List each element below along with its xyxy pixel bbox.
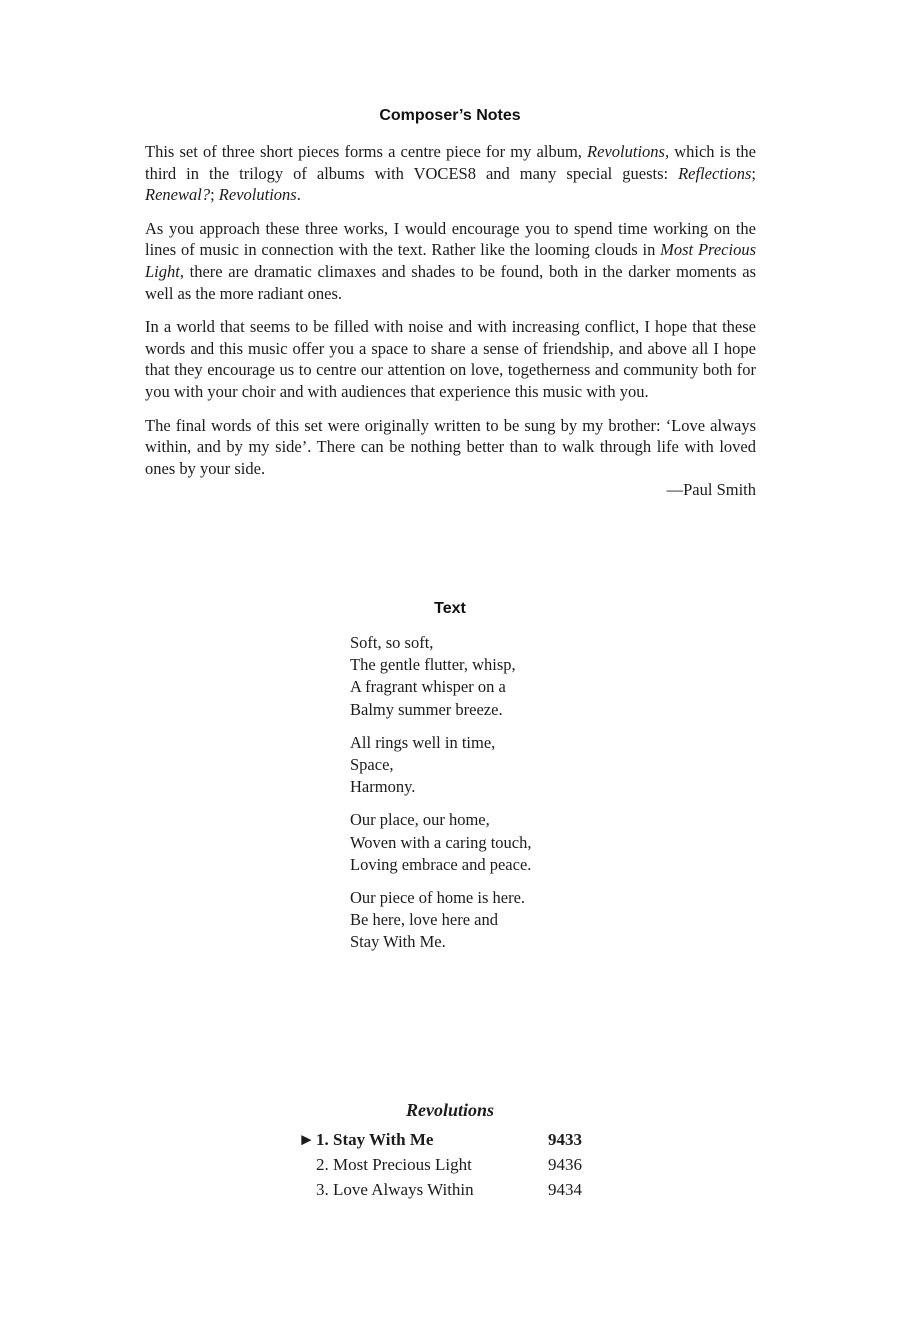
stanza xyxy=(350,732,670,799)
album-title: Revolutions xyxy=(405,1100,494,1120)
composers-notes-heading: Composer’s Notes xyxy=(379,107,521,124)
track-code: 9434 xyxy=(548,1180,582,1199)
notes-paragraph-3: In a world that seems to be filled with noise and with increasing conflict, I hope that these words and this music offer you a space to share a sense of friendship, and above all I hope that they encourage us to centre our attention on love, togetherness and community both for you with your choir and with audiences that experience this music with you. xyxy=(145,317,756,401)
poem-line: Balmy summer breeze. xyxy=(350,699,503,719)
poem-line: The gentle flutter, whisp, xyxy=(350,655,516,675)
track-row xyxy=(0,1177,900,1202)
poem-line: Our piece of home is here. xyxy=(350,888,526,908)
poem-line: Be here, love here and xyxy=(350,910,498,930)
track-row xyxy=(0,1152,900,1177)
poem-line: A fragrant whisper on a xyxy=(350,677,506,697)
poem-line: Soft, so soft, xyxy=(350,633,434,652)
poem-line: Woven with a caring touch, xyxy=(350,832,532,852)
stanza xyxy=(350,887,670,954)
poem-line: Space, xyxy=(350,755,394,775)
current-track-arrow-icon: ► xyxy=(298,1130,315,1149)
text-heading: Text xyxy=(434,600,466,617)
composers-notes xyxy=(145,141,756,501)
stanza xyxy=(350,632,670,721)
poem-line: Loving embrace and peace. xyxy=(350,854,532,874)
track-row-current xyxy=(0,1127,900,1152)
poem-line: All rings well in time, xyxy=(350,732,496,752)
track-code: 9433 xyxy=(548,1130,582,1149)
poem-line: Our place, our home, xyxy=(350,810,490,830)
notes-paragraph-1: This set of three short pieces forms a centre piece for my album, Revolutions, which is the third in the trilogy of albums with VOCES8 and many special guests: Reflections; Renewal?; Revolutions. xyxy=(145,142,756,205)
album-track-list xyxy=(0,1100,900,1202)
poem-text xyxy=(350,632,670,965)
track-name: 2. Most Precious Light xyxy=(316,1155,472,1174)
notes-paragraph-4: The final words of this set were originally written to be sung by my brother: ‘Love always within, and by my side’. There can be nothing better than to walk through life with loved ones by your side. xyxy=(145,415,756,478)
track-name: 1. Stay With Me xyxy=(316,1130,434,1149)
poem-line: Stay With Me. xyxy=(350,932,446,952)
stanza xyxy=(350,809,670,876)
signature: —Paul Smith xyxy=(666,480,756,500)
track-name: 3. Love Always Within xyxy=(316,1180,474,1199)
notes-paragraph-2: As you approach these three works, I would encourage you to spend time working on the lines of music in connection with the text. Rather like the looming clouds in Most Precious Light, there are dramatic climaxes and shades to be found, both in the darker moments as well as the more radiant ones. xyxy=(145,218,756,303)
track-code: 9436 xyxy=(548,1155,582,1174)
poem-line: Harmony. xyxy=(350,777,416,797)
